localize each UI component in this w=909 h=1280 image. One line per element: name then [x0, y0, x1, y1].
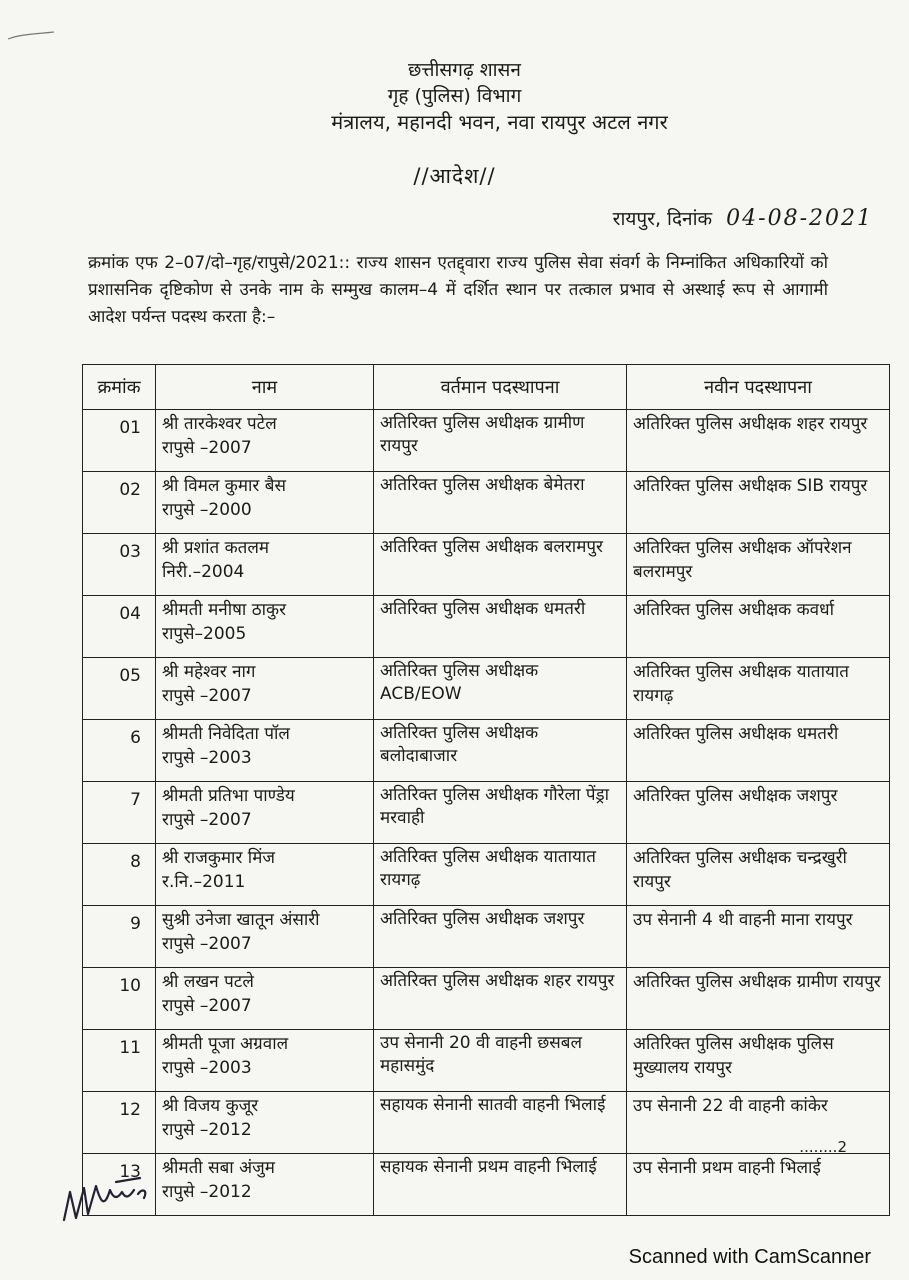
cell-serial: 02	[83, 472, 156, 534]
cell-name	[156, 658, 374, 720]
col-header-serial: क्रमांक	[83, 365, 156, 410]
cell-current-posting: उप सेनानी 20 वी वाहनी छसबल महासमुंद	[374, 1030, 627, 1092]
officer-service: रापुसे –2003	[162, 1058, 252, 1078]
cell-current-posting: सहायक सेनानी सातवी वाहनी भिलाई	[374, 1092, 627, 1154]
cell-new-posting: उप सेनानी 22 वी वाहनी कांकेर	[627, 1092, 890, 1154]
table-row	[83, 1092, 890, 1154]
table-row	[83, 410, 890, 472]
cell-new-posting: अतिरिक्त पुलिस अधीक्षक शहर रायपुर	[627, 410, 890, 472]
order-title: //आदेश//	[413, 164, 496, 188]
cell-serial: 11	[83, 1030, 156, 1092]
table-header-row	[83, 365, 890, 410]
cell-serial: 12	[83, 1092, 156, 1154]
table-body	[83, 410, 890, 1216]
scan-mark	[6, 30, 56, 42]
cell-new-posting: अतिरिक्त पुलिस अधीक्षक पुलिस मुख्यालय रायपुर	[627, 1030, 890, 1092]
officer-service: रापुसे –2007	[162, 438, 252, 458]
cell-new-posting: अतिरिक्त पुलिस अधीक्षक धमतरी	[627, 720, 890, 782]
cell-name	[156, 472, 374, 534]
cell-new-posting: अतिरिक्त पुलिस अधीक्षक जशपुर	[627, 782, 890, 844]
cell-new-posting: अतिरिक्त पुलिस अधीक्षक SIB रायपुर	[627, 472, 890, 534]
officer-name: श्री प्रशांत कतलम	[162, 538, 270, 558]
cell-serial: 10	[83, 968, 156, 1030]
officer-service: रापुसे –2012	[162, 1182, 252, 1202]
officer-name: श्रीमती पूजा अग्रवाल	[162, 1034, 289, 1054]
officer-name: श्री राजकुमार मिंज	[162, 848, 275, 868]
cell-current-posting: अतिरिक्त पुलिस अधीक्षक यातायात रायगढ़	[374, 844, 627, 906]
table-row	[83, 1154, 890, 1216]
cell-new-posting: अतिरिक्त पुलिस अधीक्षक ऑपरेशन बलरामपुर	[627, 534, 890, 596]
table-row	[83, 782, 890, 844]
officer-name: श्री तारकेश्वर पटेल	[162, 414, 277, 434]
officer-service: रापुसे –2003	[162, 748, 252, 768]
officer-name: सुश्री उनेजा खातून अंसारी	[162, 910, 320, 930]
cell-name	[156, 1154, 374, 1216]
cell-name	[156, 782, 374, 844]
cell-serial: 01	[83, 410, 156, 472]
scanner-watermark: Scanned with CamScanner	[628, 1246, 871, 1268]
officer-service: रापुसे–2005	[162, 624, 247, 644]
officer-service: रापुसे –2012	[162, 1120, 252, 1140]
officer-service: रापुसे –2007	[162, 996, 252, 1016]
table-row	[83, 968, 890, 1030]
cell-name	[156, 1030, 374, 1092]
cell-current-posting: अतिरिक्त पुलिस अधीक्षक ACB/EOW	[374, 658, 627, 720]
table-row	[83, 534, 890, 596]
cell-name	[156, 596, 374, 658]
officer-service: रापुसे –2007	[162, 810, 252, 830]
cell-new-posting: उप सेनानी 4 थी वाहनी माना रायपुर	[627, 906, 890, 968]
cell-name	[156, 906, 374, 968]
officer-name: श्रीमती प्रतिभा पाण्डेय	[162, 786, 295, 806]
officer-service: र.नि.–2011	[162, 872, 246, 892]
cell-serial: 6	[83, 720, 156, 782]
officer-name: श्री लखन पटले	[162, 972, 254, 992]
table-row	[83, 658, 890, 720]
officer-service: निरी.–2004	[162, 562, 245, 582]
date-value: 04-08-2021	[726, 206, 873, 231]
cell-serial: 8	[83, 844, 156, 906]
order-paragraph: क्रमांक एफ 2–07/दो–गृह/रापुसे/2021:: राज्य शासन एतद्द्वारा राज्य पुलिस सेवा संवर्ग के निम्नांकित अधिकारियों को प्रशासनिक दृष्टिकोण से उनके नाम के सम्मुख कालम–4 में दर्शित स्थान पर तत्काल प्रभाव से अस्थाई रूप से आगामी आदेश पर्यन्त पदस्थ करता है:–	[88, 253, 828, 327]
officer-name: श्री विमल कुमार बैस	[162, 476, 286, 496]
table-row	[83, 472, 890, 534]
transfer-table	[82, 364, 890, 1216]
officer-name: श्री विजय कुजूर	[162, 1096, 259, 1116]
cell-new-posting: अतिरिक्त पुलिस अधीक्षक यातायात रायगढ़	[627, 658, 890, 720]
header-department: गृह (पुलिस) विभाग	[387, 85, 522, 107]
cell-serial: 7	[83, 782, 156, 844]
officer-service: रापुसे –2000	[162, 500, 252, 520]
officer-service: रापुसे –2007	[162, 934, 252, 954]
officer-name: श्री महेश्वर नाग	[162, 662, 256, 682]
cell-name	[156, 720, 374, 782]
col-header-new-posting: नवीन पदस्थापना	[627, 365, 890, 410]
cell-name	[156, 1092, 374, 1154]
officer-name: श्रीमती निवेदिता पॉल	[162, 724, 290, 744]
cell-current-posting: अतिरिक्त पुलिस अधीक्षक धमतरी	[374, 596, 627, 658]
cell-current-posting: अतिरिक्त पुलिस अधीक्षक शहर रायपुर	[374, 968, 627, 1030]
cell-current-posting: अतिरिक्त पुलिस अधीक्षक बलरामपुर	[374, 534, 627, 596]
cell-current-posting: अतिरिक्त पुलिस अधीक्षक बेमेतरा	[374, 472, 627, 534]
cell-current-posting: अतिरिक्त पुलिस अधीक्षक जशपुर	[374, 906, 627, 968]
cell-serial: 13	[83, 1154, 156, 1216]
table-row	[83, 596, 890, 658]
cell-current-posting: सहायक सेनानी प्रथम वाहनी भिलाई	[374, 1154, 627, 1216]
cell-new-posting: अतिरिक्त पुलिस अधीक्षक ग्रामीण रायपुर	[627, 968, 890, 1030]
officer-name: श्रीमती मनीषा ठाकुर	[162, 600, 287, 620]
cell-serial: 03	[83, 534, 156, 596]
cell-name	[156, 410, 374, 472]
table-row	[83, 720, 890, 782]
cell-name	[156, 534, 374, 596]
header-address: मंत्रालय, महानदी भवन, नवा रायपुर अटल नगर	[331, 110, 668, 134]
officer-name: श्रीमती सबा अंजुम	[162, 1158, 275, 1178]
officer-service: रापुसे –2007	[162, 686, 252, 706]
cell-serial: 04	[83, 596, 156, 658]
table-row	[83, 1030, 890, 1092]
cell-serial: 9	[83, 906, 156, 968]
table-row	[83, 844, 890, 906]
table-row	[83, 906, 890, 968]
page-continuation: ........2	[799, 1138, 847, 1156]
col-header-name: नाम	[156, 365, 374, 410]
cell-name	[156, 968, 374, 1030]
cell-current-posting: अतिरिक्त पुलिस अधीक्षक ग्रामीण रायपुर	[374, 410, 627, 472]
date-line	[613, 205, 873, 231]
signature	[60, 1170, 180, 1230]
cell-new-posting: उप सेनानी प्रथम वाहनी भिलाई	[627, 1154, 890, 1216]
date-label: रायपुर, दिनांक	[612, 208, 713, 230]
cell-current-posting: अतिरिक्त पुलिस अधीक्षक गौरेला पेंड्रा मरवाही	[374, 782, 627, 844]
col-header-current-posting: वर्तमान पदस्थापना	[374, 365, 627, 410]
cell-name	[156, 844, 374, 906]
cell-new-posting: अतिरिक्त पुलिस अधीक्षक कवर्धा	[627, 596, 890, 658]
cell-current-posting: अतिरिक्त पुलिस अधीक्षक बलोदाबाजार	[374, 720, 627, 782]
cell-serial: 05	[83, 658, 156, 720]
cell-new-posting: अतिरिक्त पुलिस अधीक्षक चन्द्रखुरी रायपुर	[627, 844, 890, 906]
header-government: छत्तीसगढ़ शासन	[408, 59, 521, 81]
